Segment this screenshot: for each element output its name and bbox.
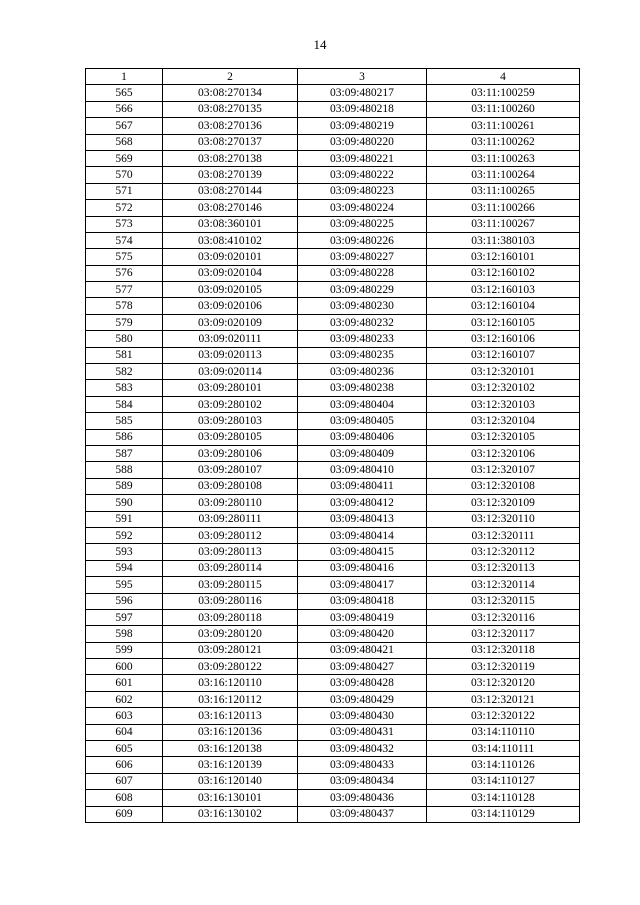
column-4-cell: 03:12:320106 (427, 445, 580, 461)
column-3-cell: 03:09:480238 (298, 380, 427, 396)
column-3-cell: 03:09:480232 (298, 314, 427, 330)
row-number-cell: 573 (86, 216, 163, 232)
column-2-cell: 03:09:280110 (163, 495, 298, 511)
table-row (86, 577, 580, 593)
column-4-cell: 03:14:110128 (427, 790, 580, 806)
table-row (86, 413, 580, 429)
row-number-cell: 596 (86, 593, 163, 609)
row-number-cell: 605 (86, 741, 163, 757)
row-number-cell: 595 (86, 577, 163, 593)
row-number-cell: 577 (86, 282, 163, 298)
column-4-cell: 03:12:160106 (427, 331, 580, 347)
column-3-cell: 03:09:480218 (298, 101, 427, 117)
column-4-cell: 03:12:320101 (427, 364, 580, 380)
row-number-cell: 565 (86, 85, 163, 101)
row-number-cell: 587 (86, 445, 163, 461)
column-4-cell: 03:14:110127 (427, 773, 580, 789)
table-row (86, 429, 580, 445)
column-3-cell: 03:09:480416 (298, 560, 427, 576)
column-2-cell: 03:16:120140 (163, 773, 298, 789)
row-number-cell: 588 (86, 462, 163, 478)
column-4-cell: 03:11:100264 (427, 167, 580, 183)
page-number: 14 (313, 37, 327, 52)
column-2-cell: 03:09:020105 (163, 282, 298, 298)
table-row (86, 364, 580, 380)
column-4-cell: 03:12:320102 (427, 380, 580, 396)
column-4-cell: 03:14:110126 (427, 757, 580, 773)
table-row (86, 85, 580, 101)
row-number-cell: 579 (86, 314, 163, 330)
column-2-cell: 03:08:270138 (163, 150, 298, 166)
row-number-cell: 567 (86, 118, 163, 134)
column-4-cell: 03:12:160107 (427, 347, 580, 363)
column-2-cell: 03:09:280115 (163, 577, 298, 593)
column-4-cell: 03:12:320104 (427, 413, 580, 429)
row-number-cell: 583 (86, 380, 163, 396)
column-3-cell: 03:09:480225 (298, 216, 427, 232)
row-number-cell: 578 (86, 298, 163, 314)
row-number-cell: 568 (86, 134, 163, 150)
table-row (86, 445, 580, 461)
row-number-cell: 594 (86, 560, 163, 576)
table-row (86, 298, 580, 314)
column-2-cell: 03:08:270135 (163, 101, 298, 117)
column-3-cell: 03:09:480224 (298, 200, 427, 216)
table-row (86, 544, 580, 560)
column-4-cell: 03:12:320112 (427, 544, 580, 560)
column-2-cell: 03:16:130102 (163, 806, 298, 822)
column-4-cell: 03:12:320113 (427, 560, 580, 576)
table-row (86, 347, 580, 363)
table-row (86, 642, 580, 658)
column-3-cell: 03:09:480421 (298, 642, 427, 658)
table-row (86, 380, 580, 396)
column-2-cell: 03:08:270136 (163, 118, 298, 134)
row-number-cell: 607 (86, 773, 163, 789)
column-3-cell: 03:09:480417 (298, 577, 427, 593)
column-3-cell: 03:09:480228 (298, 265, 427, 281)
row-number-cell: 571 (86, 183, 163, 199)
column-3-cell: 03:09:480219 (298, 118, 427, 134)
table-row (86, 675, 580, 691)
row-number-cell: 601 (86, 675, 163, 691)
row-number-cell: 566 (86, 101, 163, 117)
column-2-cell: 03:09:020106 (163, 298, 298, 314)
column-2-cell: 03:09:280106 (163, 445, 298, 461)
column-2-cell: 03:08:410102 (163, 232, 298, 248)
row-number-cell: 593 (86, 544, 163, 560)
column-3-cell: 03:09:480235 (298, 347, 427, 363)
table-row (86, 527, 580, 543)
column-2-cell: 03:09:280103 (163, 413, 298, 429)
column-4-cell: 03:12:320115 (427, 593, 580, 609)
table-row (86, 626, 580, 642)
column-3-cell: 03:09:480418 (298, 593, 427, 609)
row-number-cell: 599 (86, 642, 163, 658)
column-3-cell: 03:09:480233 (298, 331, 427, 347)
column-3-cell: 03:09:480406 (298, 429, 427, 445)
table-row (86, 790, 580, 806)
column-2-cell: 03:16:130101 (163, 790, 298, 806)
column-3-cell: 03:09:480409 (298, 445, 427, 461)
table-row (86, 560, 580, 576)
column-3-cell: 03:09:480236 (298, 364, 427, 380)
table-row (86, 200, 580, 216)
row-number-cell: 609 (86, 806, 163, 822)
column-3-cell: 03:09:480404 (298, 396, 427, 412)
row-number-cell: 584 (86, 396, 163, 412)
column-2-cell: 03:09:280114 (163, 560, 298, 576)
column-4-cell: 03:14:110129 (427, 806, 580, 822)
table-row (86, 724, 580, 740)
row-number-cell: 603 (86, 708, 163, 724)
column-2-cell: 03:08:270144 (163, 183, 298, 199)
column-3-cell: 03:09:480226 (298, 232, 427, 248)
column-header-3: 3 (298, 69, 427, 85)
table-row (86, 495, 580, 511)
column-4-cell: 03:11:100261 (427, 118, 580, 134)
column-2-cell: 03:09:280120 (163, 626, 298, 642)
table-header-row (86, 69, 580, 85)
column-2-cell: 03:09:280101 (163, 380, 298, 396)
column-2-cell: 03:08:270134 (163, 85, 298, 101)
column-4-cell: 03:14:110111 (427, 741, 580, 757)
row-number-cell: 590 (86, 495, 163, 511)
column-3-cell: 03:09:480419 (298, 609, 427, 625)
column-3-cell: 03:09:480433 (298, 757, 427, 773)
table-row (86, 134, 580, 150)
column-2-cell: 03:16:120136 (163, 724, 298, 740)
column-2-cell: 03:09:280107 (163, 462, 298, 478)
data-table (85, 68, 580, 823)
row-number-cell: 585 (86, 413, 163, 429)
table-row (86, 216, 580, 232)
column-4-cell: 03:12:160103 (427, 282, 580, 298)
column-4-cell: 03:12:320110 (427, 511, 580, 527)
column-4-cell: 03:11:380103 (427, 232, 580, 248)
row-number-cell: 576 (86, 265, 163, 281)
row-number-cell: 574 (86, 232, 163, 248)
column-header-2: 2 (163, 69, 298, 85)
column-2-cell: 03:08:360101 (163, 216, 298, 232)
column-4-cell: 03:12:160104 (427, 298, 580, 314)
table-row (86, 806, 580, 822)
column-3-cell: 03:09:480434 (298, 773, 427, 789)
column-3-cell: 03:09:480428 (298, 675, 427, 691)
row-number-cell: 569 (86, 150, 163, 166)
table-row (86, 282, 580, 298)
column-2-cell: 03:16:120110 (163, 675, 298, 691)
column-4-cell: 03:12:320121 (427, 691, 580, 707)
column-4-cell: 03:11:100266 (427, 200, 580, 216)
column-3-cell: 03:09:480410 (298, 462, 427, 478)
table-row (86, 101, 580, 117)
row-number-cell: 582 (86, 364, 163, 380)
column-3-cell: 03:09:480223 (298, 183, 427, 199)
column-3-cell: 03:09:480222 (298, 167, 427, 183)
column-3-cell: 03:09:480431 (298, 724, 427, 740)
column-2-cell: 03:09:020109 (163, 314, 298, 330)
column-2-cell: 03:09:020104 (163, 265, 298, 281)
column-3-cell: 03:09:480217 (298, 85, 427, 101)
column-3-cell: 03:09:480230 (298, 298, 427, 314)
column-3-cell: 03:09:480436 (298, 790, 427, 806)
row-number-cell: 586 (86, 429, 163, 445)
column-2-cell: 03:09:280113 (163, 544, 298, 560)
column-3-cell: 03:09:480405 (298, 413, 427, 429)
row-number-cell: 608 (86, 790, 163, 806)
column-3-cell: 03:09:480432 (298, 741, 427, 757)
column-4-cell: 03:12:320114 (427, 577, 580, 593)
column-4-cell: 03:12:320119 (427, 659, 580, 675)
column-2-cell: 03:09:280111 (163, 511, 298, 527)
row-number-cell: 604 (86, 724, 163, 740)
column-3-cell: 03:09:480227 (298, 249, 427, 265)
column-4-cell: 03:12:320111 (427, 527, 580, 543)
table-row (86, 511, 580, 527)
column-4-cell: 03:12:320105 (427, 429, 580, 445)
column-2-cell: 03:09:280116 (163, 593, 298, 609)
column-4-cell: 03:11:100260 (427, 101, 580, 117)
column-3-cell: 03:09:480415 (298, 544, 427, 560)
column-4-cell: 03:12:320107 (427, 462, 580, 478)
table-row (86, 396, 580, 412)
column-header-4: 4 (427, 69, 580, 85)
table-row (86, 478, 580, 494)
column-3-cell: 03:09:480437 (298, 806, 427, 822)
column-3-cell: 03:09:480412 (298, 495, 427, 511)
column-2-cell: 03:09:280118 (163, 609, 298, 625)
column-4-cell: 03:12:160102 (427, 265, 580, 281)
column-4-cell: 03:12:320116 (427, 609, 580, 625)
table-row (86, 462, 580, 478)
column-4-cell: 03:12:320120 (427, 675, 580, 691)
column-3-cell: 03:09:480414 (298, 527, 427, 543)
column-2-cell: 03:16:120112 (163, 691, 298, 707)
table-row (86, 232, 580, 248)
column-4-cell: 03:11:100267 (427, 216, 580, 232)
table-row (86, 593, 580, 609)
table-row (86, 331, 580, 347)
column-4-cell: 03:12:320103 (427, 396, 580, 412)
column-3-cell: 03:09:480429 (298, 691, 427, 707)
table-row (86, 118, 580, 134)
column-3-cell: 03:09:480427 (298, 659, 427, 675)
table-row (86, 609, 580, 625)
column-2-cell: 03:09:020101 (163, 249, 298, 265)
column-4-cell: 03:11:100259 (427, 85, 580, 101)
column-4-cell: 03:12:320118 (427, 642, 580, 658)
table-body (86, 85, 580, 823)
table-row (86, 265, 580, 281)
table-row (86, 741, 580, 757)
column-4-cell: 03:12:320122 (427, 708, 580, 724)
row-number-cell: 591 (86, 511, 163, 527)
table-row (86, 659, 580, 675)
row-number-cell: 598 (86, 626, 163, 642)
table-row (86, 773, 580, 789)
column-2-cell: 03:09:020111 (163, 331, 298, 347)
column-2-cell: 03:09:280102 (163, 396, 298, 412)
column-4-cell: 03:11:100262 (427, 134, 580, 150)
column-4-cell: 03:12:320108 (427, 478, 580, 494)
table-row (86, 314, 580, 330)
column-2-cell: 03:16:120139 (163, 757, 298, 773)
row-number-cell: 572 (86, 200, 163, 216)
column-2-cell: 03:09:020113 (163, 347, 298, 363)
row-number-cell: 575 (86, 249, 163, 265)
row-number-cell: 592 (86, 527, 163, 543)
table-row (86, 167, 580, 183)
column-2-cell: 03:08:270146 (163, 200, 298, 216)
column-2-cell: 03:08:270137 (163, 134, 298, 150)
column-3-cell: 03:09:480220 (298, 134, 427, 150)
row-number-cell: 602 (86, 691, 163, 707)
row-number-cell: 606 (86, 757, 163, 773)
table-row (86, 691, 580, 707)
table-row (86, 150, 580, 166)
column-2-cell: 03:09:020114 (163, 364, 298, 380)
column-4-cell: 03:12:320117 (427, 626, 580, 642)
table-row (86, 708, 580, 724)
row-number-cell: 580 (86, 331, 163, 347)
column-4-cell: 03:14:110110 (427, 724, 580, 740)
column-3-cell: 03:09:480420 (298, 626, 427, 642)
column-2-cell: 03:09:280105 (163, 429, 298, 445)
column-2-cell: 03:08:270139 (163, 167, 298, 183)
row-number-cell: 589 (86, 478, 163, 494)
column-2-cell: 03:09:280121 (163, 642, 298, 658)
column-4-cell: 03:12:320109 (427, 495, 580, 511)
column-2-cell: 03:09:280112 (163, 527, 298, 543)
column-2-cell: 03:09:280122 (163, 659, 298, 675)
column-2-cell: 03:09:280108 (163, 478, 298, 494)
column-3-cell: 03:09:480229 (298, 282, 427, 298)
column-2-cell: 03:16:120138 (163, 741, 298, 757)
column-header-1: 1 (86, 69, 163, 85)
column-2-cell: 03:16:120113 (163, 708, 298, 724)
table-row (86, 249, 580, 265)
column-3-cell: 03:09:480413 (298, 511, 427, 527)
row-number-cell: 597 (86, 609, 163, 625)
column-4-cell: 03:12:160101 (427, 249, 580, 265)
column-4-cell: 03:11:100263 (427, 150, 580, 166)
column-3-cell: 03:09:480430 (298, 708, 427, 724)
row-number-cell: 581 (86, 347, 163, 363)
column-3-cell: 03:09:480221 (298, 150, 427, 166)
row-number-cell: 600 (86, 659, 163, 675)
table-row (86, 757, 580, 773)
column-4-cell: 03:12:160105 (427, 314, 580, 330)
table-row (86, 183, 580, 199)
column-4-cell: 03:11:100265 (427, 183, 580, 199)
row-number-cell: 570 (86, 167, 163, 183)
column-3-cell: 03:09:480411 (298, 478, 427, 494)
